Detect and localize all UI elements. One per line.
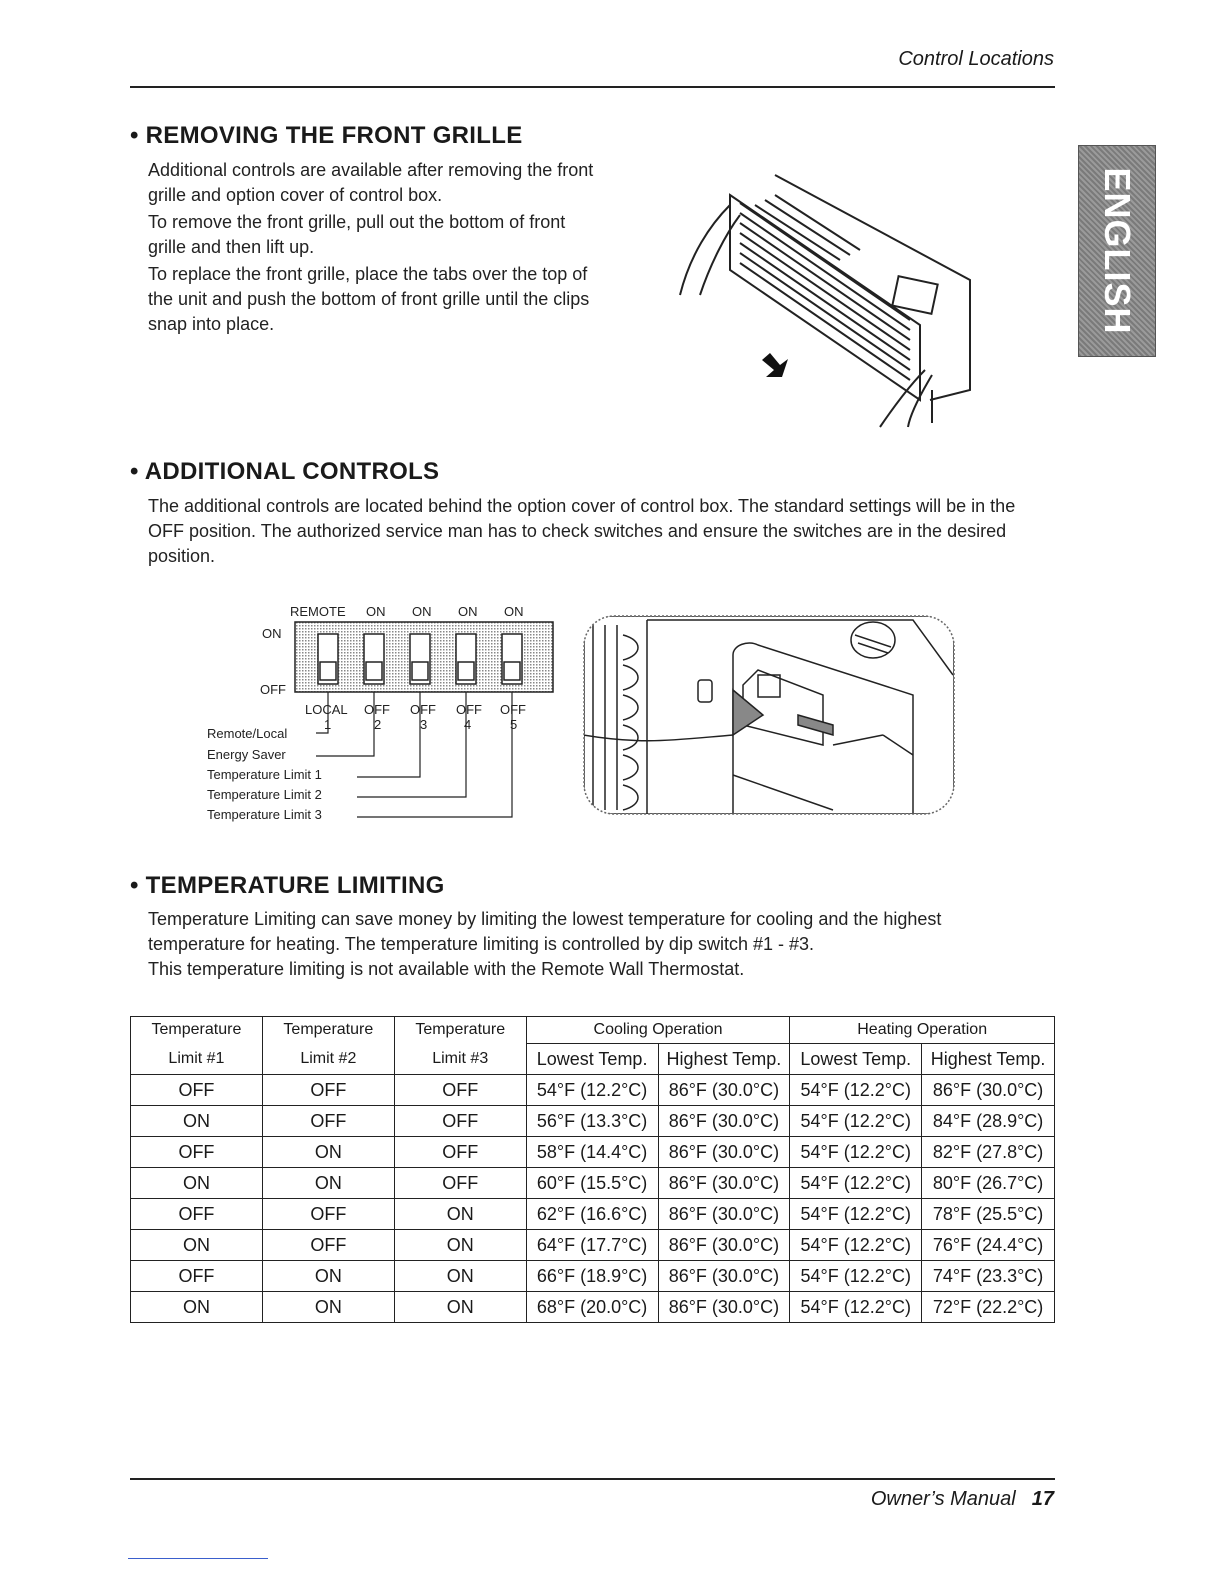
dip-bottom-label: OFF	[364, 702, 390, 717]
table-header-cell: Temperature	[262, 1017, 394, 1044]
table-header-cell: Temperature	[131, 1017, 263, 1044]
table-header-cell: Limit #1	[131, 1044, 263, 1075]
table-cell: ON	[262, 1292, 394, 1323]
footer-rule	[130, 1478, 1055, 1480]
dip-legend-item: Remote/Local	[207, 726, 288, 741]
temp-limiting-title: • TEMPERATURE LIMITING	[130, 872, 445, 899]
table-cell: ON	[262, 1137, 394, 1168]
page-footer	[871, 1488, 1054, 1511]
table-cell: OFF	[394, 1106, 526, 1137]
additional-controls-title: • ADDITIONAL CONTROLS	[130, 458, 440, 485]
table-cell: 86°F (30.0°C)	[922, 1075, 1055, 1106]
table-cell: 82°F (27.8°C)	[922, 1137, 1055, 1168]
table-header-cell: Highest Temp.	[922, 1044, 1055, 1075]
header-rule	[130, 86, 1055, 88]
table-cell: OFF	[131, 1261, 263, 1292]
table-cell: ON	[394, 1230, 526, 1261]
table-cell: ON	[394, 1199, 526, 1230]
grille-removal-illustration	[670, 165, 990, 435]
front-grille-text	[148, 158, 598, 339]
table-cell: 86°F (30.0°C)	[658, 1168, 790, 1199]
table-cell: ON	[394, 1292, 526, 1323]
arrow-icon	[762, 353, 788, 377]
table-header-cell: Lowest Temp.	[526, 1044, 658, 1075]
table-cell: 72°F (22.2°C)	[922, 1292, 1055, 1323]
table-cell: ON	[262, 1261, 394, 1292]
table-cell: ON	[131, 1292, 263, 1323]
dip-number: 1	[324, 717, 332, 732]
table-cell: 86°F (30.0°C)	[658, 1292, 790, 1323]
dip-legend-item: Temperature Limit 1	[207, 767, 322, 782]
table-header-cell: Heating Operation	[790, 1017, 1055, 1044]
table-cell: 74°F (23.3°C)	[922, 1261, 1055, 1292]
table-cell: OFF	[131, 1199, 263, 1230]
table-cell: 54°F (12.2°C)	[790, 1199, 922, 1230]
table-cell: OFF	[262, 1075, 394, 1106]
table-cell: 86°F (30.0°C)	[658, 1137, 790, 1168]
temp-limiting-paragraph: Temperature Limiting can save money by limiting the lowest temperature for cooling and the highest temperature for heating. The temperature limiting is controlled by dip switch #1 - #3.	[148, 909, 942, 954]
language-tab	[1078, 145, 1156, 357]
control-box-illustration	[583, 615, 955, 815]
table-cell: 54°F (12.2°C)	[526, 1075, 658, 1106]
front-grille-title: • REMOVING THE FRONT GRILLE	[130, 122, 523, 149]
table-cell: 68°F (20.0°C)	[526, 1292, 658, 1323]
table-cell: 84°F (28.9°C)	[922, 1106, 1055, 1137]
table-row	[131, 1230, 1055, 1261]
table-cell: 58°F (14.4°C)	[526, 1137, 658, 1168]
dip-bottom-label: OFF	[500, 702, 526, 717]
dip-number: 5	[510, 717, 518, 732]
table-cell: 54°F (12.2°C)	[790, 1261, 922, 1292]
running-header: Control Locations	[898, 48, 1054, 70]
table-row	[131, 1261, 1055, 1292]
dip-switch-diagram	[200, 598, 570, 828]
dip-top-label: REMOTE	[290, 604, 346, 619]
table-cell: 78°F (25.5°C)	[922, 1199, 1055, 1230]
table-header-cell: Highest Temp.	[658, 1044, 790, 1075]
dip-number: 3	[420, 717, 428, 732]
temp-limiting-paragraph: This temperature limiting is not available with the Remote Wall Thermostat.	[148, 959, 745, 979]
footer-link-line	[128, 1558, 268, 1559]
table-row	[131, 1199, 1055, 1230]
table-cell: 56°F (13.3°C)	[526, 1106, 658, 1137]
table-cell: 54°F (12.2°C)	[790, 1106, 922, 1137]
table-cell: ON	[394, 1261, 526, 1292]
dip-number: 4	[464, 717, 472, 732]
table-cell: 64°F (17.7°C)	[526, 1230, 658, 1261]
dip-legend-item: Temperature Limit 2	[207, 787, 322, 802]
table-cell: 62°F (16.6°C)	[526, 1199, 658, 1230]
table-cell: 54°F (12.2°C)	[790, 1075, 922, 1106]
dip-bottom-label: LOCAL	[305, 702, 348, 717]
table-cell: 66°F (18.9°C)	[526, 1261, 658, 1292]
table-cell: 60°F (15.5°C)	[526, 1168, 658, 1199]
additional-controls-text: The additional controls are located behind the option cover of control box. The standard settings will be in the OFF position. The authorized service man has to check switches and ensure the switches are in the desired position.	[148, 496, 1016, 566]
dip-on-label: ON	[262, 626, 282, 641]
table-cell: 86°F (30.0°C)	[658, 1261, 790, 1292]
table-cell: OFF	[131, 1075, 263, 1106]
table-header-cell: Limit #3	[394, 1044, 526, 1075]
table-row	[131, 1106, 1055, 1137]
table-cell: OFF	[394, 1168, 526, 1199]
table-header-cell: Lowest Temp.	[790, 1044, 922, 1075]
table-cell: ON	[262, 1168, 394, 1199]
table-cell: 54°F (12.2°C)	[790, 1292, 922, 1323]
table-cell: OFF	[262, 1230, 394, 1261]
table-cell: 86°F (30.0°C)	[658, 1106, 790, 1137]
dip-top-label: ON	[504, 604, 524, 619]
table-cell: 76°F (24.4°C)	[922, 1230, 1055, 1261]
table-row	[131, 1075, 1055, 1106]
table-row	[131, 1137, 1055, 1168]
table-cell: OFF	[394, 1075, 526, 1106]
table-cell: 54°F (12.2°C)	[790, 1168, 922, 1199]
dip-top-label: ON	[412, 604, 432, 619]
table-cell: OFF	[262, 1199, 394, 1230]
dip-bottom-label: OFF	[410, 702, 436, 717]
table-header-cell: Temperature	[394, 1017, 526, 1044]
dip-legend-item: Temperature Limit 3	[207, 807, 322, 822]
page-number: 17	[1031, 1488, 1054, 1510]
table-header-cell: Limit #2	[262, 1044, 394, 1075]
table-cell: OFF	[394, 1137, 526, 1168]
table-cell: 54°F (12.2°C)	[790, 1230, 922, 1261]
table-row	[131, 1168, 1055, 1199]
language-tab-label: ENGLISH	[1097, 167, 1138, 335]
front-grille-paragraph: To remove the front grille, pull out the bottom of front grille and then lift up.	[148, 212, 566, 257]
temp-limiting-text	[148, 907, 1038, 982]
table-cell: 86°F (30.0°C)	[658, 1199, 790, 1230]
table-row	[131, 1292, 1055, 1323]
table-cell: 54°F (12.2°C)	[790, 1137, 922, 1168]
dip-legend-item: Energy Saver	[207, 747, 286, 762]
table-cell: 86°F (30.0°C)	[658, 1075, 790, 1106]
dip-top-label: ON	[366, 604, 386, 619]
table-cell: 86°F (30.0°C)	[658, 1230, 790, 1261]
dip-top-label: ON	[458, 604, 478, 619]
table-cell: ON	[131, 1106, 263, 1137]
front-grille-paragraph: Additional controls are available after removing the front grille and option cover of control box.	[148, 160, 594, 205]
front-grille-paragraph: To replace the front grille, place the tabs over the top of the unit and push the bottom of front grille until the clips snap into place.	[148, 264, 590, 334]
table-cell: OFF	[262, 1106, 394, 1137]
table-header-cell: Cooling Operation	[526, 1017, 790, 1044]
temperature-limit-table	[130, 1016, 1055, 1323]
table-cell: 80°F (26.7°C)	[922, 1168, 1055, 1199]
table-cell: OFF	[131, 1137, 263, 1168]
dip-off-label: OFF	[260, 682, 286, 697]
dip-bottom-label: OFF	[456, 702, 482, 717]
table-cell: ON	[131, 1168, 263, 1199]
dip-number: 2	[374, 717, 382, 732]
manual-name: Owner’s Manual	[870, 1488, 1016, 1510]
table-cell: ON	[131, 1230, 263, 1261]
